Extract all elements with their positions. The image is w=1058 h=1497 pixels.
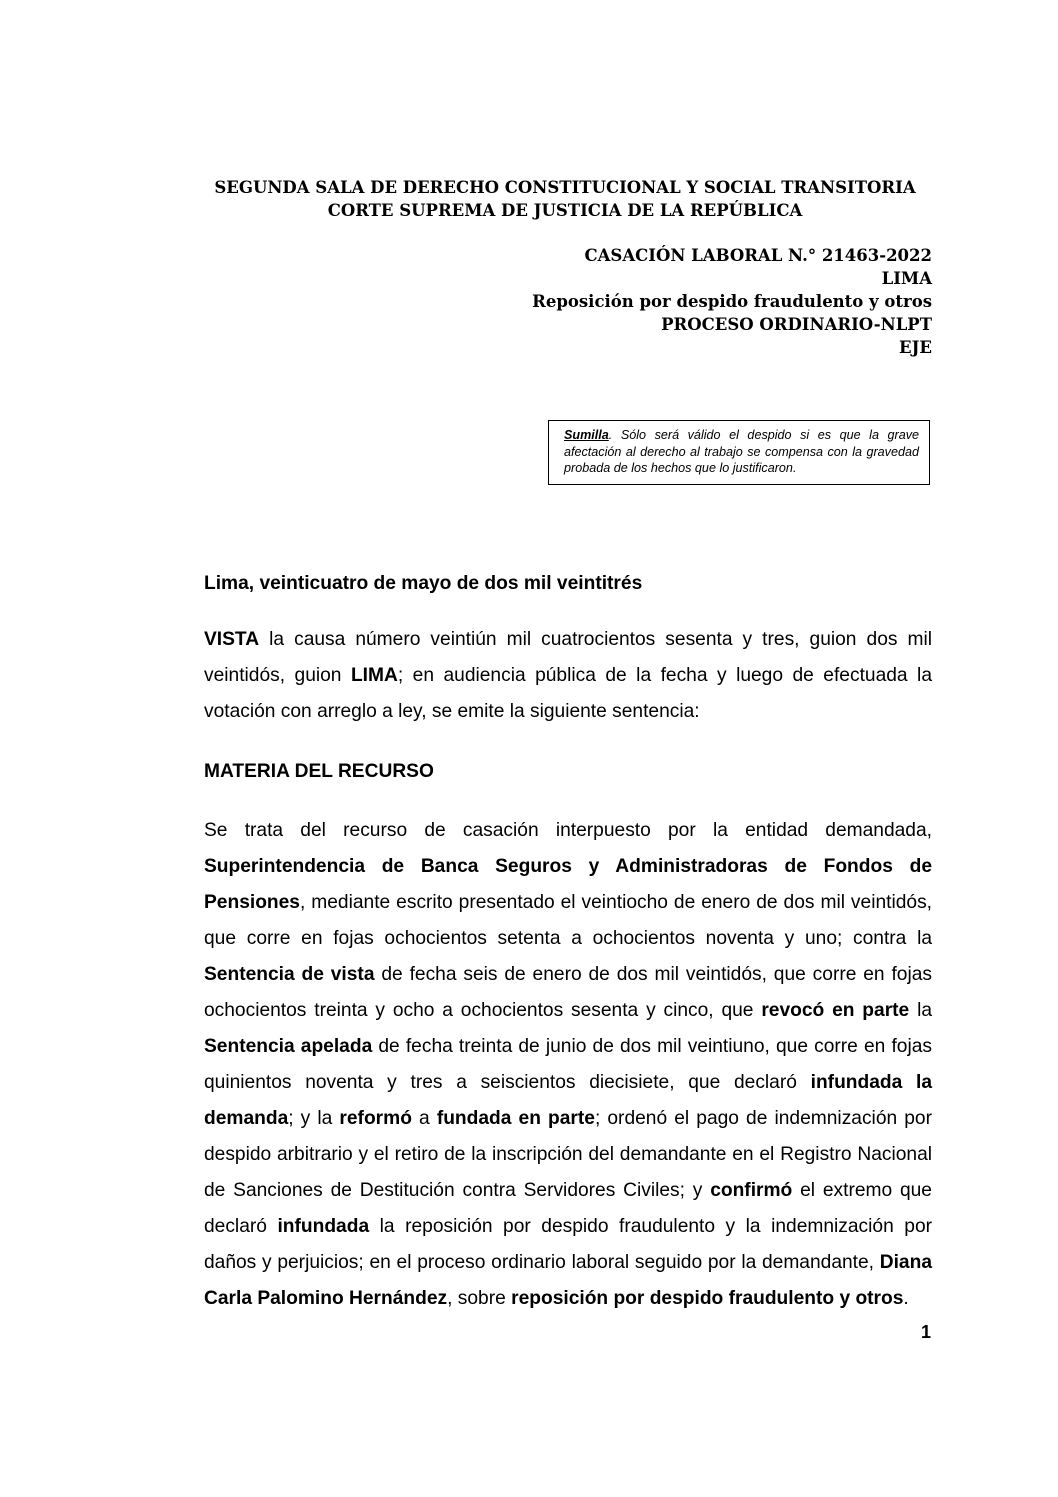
sumilla-text: . Sólo será válido el despido si es que la grave afectación al derecho al trabajo se compensa con la gravedad probada de los hechos que lo justificaron.	[564, 428, 919, 475]
para-bold-sentencia-vista: Sentencia de vista	[204, 964, 375, 985]
para-text: el extremo que declaró	[204, 1180, 932, 1237]
para-text: , sobre	[447, 1288, 512, 1309]
para-text: .	[903, 1288, 909, 1309]
sumilla-box	[548, 420, 930, 485]
page-number: 1	[920, 1322, 931, 1342]
case-subject: Reposición por despido fraudulento y otros	[532, 292, 932, 311]
section-title: MATERIA DEL RECURSO	[204, 761, 434, 782]
para-text: ; y la	[288, 1108, 340, 1129]
court-header	[200, 176, 930, 222]
case-city: LIMA	[881, 269, 932, 288]
case-code: EJE	[899, 338, 932, 357]
para-bold-fundada-parte: fundada en parte	[436, 1108, 595, 1129]
para-bold-infundada-demanda: infundada la demanda	[204, 1072, 933, 1129]
para-text: de fecha treinta de junio de dos mil veintiuno, que corre en fojas quinientos noventa y tres a seiscientos diecisiete, que declaró	[204, 1036, 932, 1093]
para-text: la	[909, 1000, 933, 1021]
vista-keyword: VISTA	[204, 629, 260, 650]
case-number: CASACIÓN LABORAL N.° 21463-2022	[584, 246, 932, 265]
court-chamber-name: SEGUNDA SALA DE DERECHO CONSTITUCIONAL Y SOCIAL TRANSITORIA	[214, 178, 916, 197]
para-bold-demandante: Diana Carla Palomino Hernández	[204, 1252, 932, 1309]
para-bold-sentencia-apelada: Sentencia apelada	[204, 1036, 373, 1057]
para-text: Se trata del recurso de casación interpuesto por la entidad demandada,	[204, 820, 932, 841]
sumilla-label: Sumilla	[564, 428, 609, 442]
vista-paragraph	[204, 622, 932, 730]
para-bold-entity: Superintendencia de Banca Seguros y Administradoras de Fondos de Pensiones	[204, 856, 932, 913]
vista-text-end: ; en audiencia pública de la fecha y luego de efectuada la votación con arreglo a ley, se emite la siguiente sentencia:	[204, 665, 932, 722]
para-bold-reformo: reformó	[339, 1108, 412, 1129]
para-text: ; ordenó el pago de indemnización por despido arbitrario y el retiro de la inscripción del demandante en el Registro Nacional de Sanciones de Destitución contra Servidores Civiles; y	[204, 1108, 932, 1201]
para-text: la reposición por despido fraudulento y la indemnización por daños y perjuicios; en el proceso ordinario laboral seguido por la demandante,	[204, 1216, 933, 1273]
para-text: de fecha seis de enero de dos mil veintidós, que corre en fojas ochocientos treinta y ocho a ochocientos sesenta y cinco, que	[204, 964, 932, 1021]
para-bold-materia: reposición por despido fraudulento y otros	[511, 1288, 904, 1309]
para-bold-confirmo: confirmó	[710, 1180, 793, 1201]
para-bold-infundada: infundada	[277, 1216, 370, 1237]
para-text: , mediante escrito presentado el veintiocho de enero de dos mil veintidós, que corre en fojas ochocientos setenta a ochocientos noventa y uno; contra la	[204, 892, 932, 949]
case-info	[412, 244, 932, 359]
recurso-paragraph	[204, 813, 932, 1317]
date-line: Lima, veinticuatro de mayo de dos mil veintitrés	[204, 573, 643, 594]
para-bold-revoco: revocó en parte	[761, 1000, 910, 1021]
vista-city: LIMA	[350, 665, 398, 686]
vista-text: la causa número veintiún mil cuatrocientos sesenta y tres, guion dos mil veintidós, guion	[204, 629, 932, 686]
para-text: a	[411, 1108, 437, 1129]
case-process: PROCESO ORDINARIO-NLPT	[661, 315, 932, 334]
court-name: CORTE SUPREMA DE JUSTICIA DE LA REPÚBLICA	[327, 201, 803, 220]
